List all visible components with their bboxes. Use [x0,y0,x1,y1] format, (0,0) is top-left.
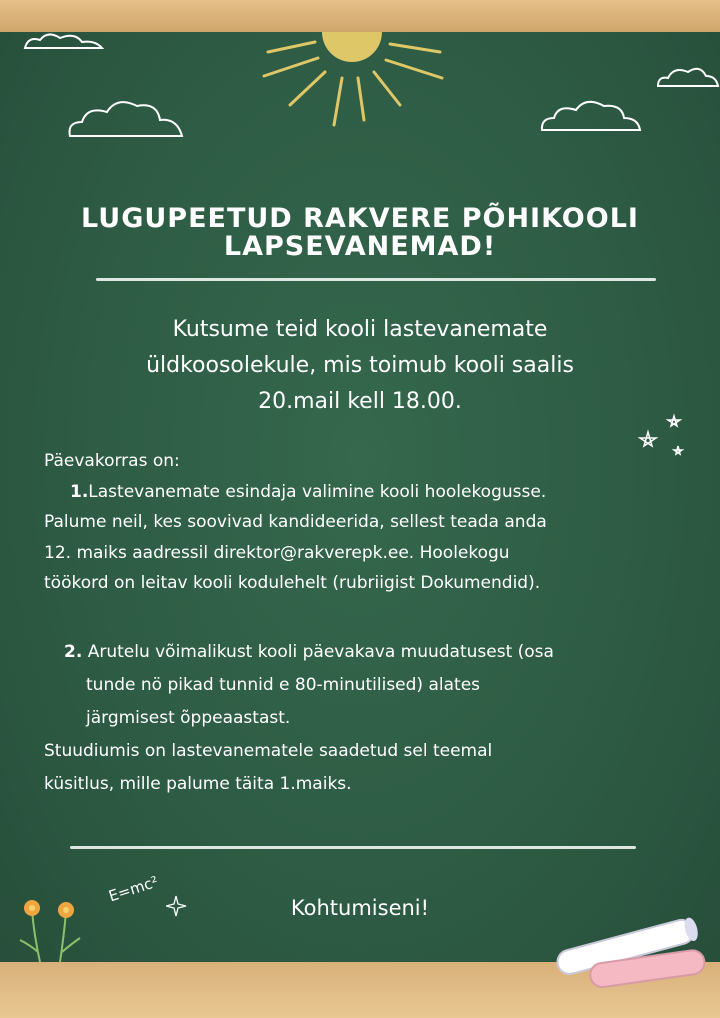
agenda-line: Arutelu võimalikust kooli päevakava muudatusest (osa [87,642,554,662]
closing-text: Kohtumiseni! [290,896,430,920]
cloud-icon [62,92,192,142]
cloud-icon [654,60,720,90]
agenda-heading: Päevakorras on: [44,451,180,471]
invitation-line: Kutsume teid kooli lastevanemate [172,317,548,342]
divider-line [70,846,636,849]
agenda-line: Lastevanemate esindaja valimine kooli hoolekogusse. [88,481,547,502]
note-line: küsitlus, mille palume täita 1.maiks. [44,774,352,794]
agenda-line: Palume neil, kes soovivad kandideerida, sellest teada anda [44,512,547,532]
sun-icon [250,30,450,140]
agenda-line: järgmisest õppeaastast. [86,708,291,728]
flowers-icon [10,890,100,962]
invitation-text [60,312,660,420]
agenda-item-2 [44,636,694,801]
agenda-line: töökord on leitav kooli kodulehelt (rubriigist Dokumendid). [44,573,541,593]
chalk-pieces-icon [545,905,715,995]
item-number: 2. [64,642,83,662]
cloud-icon [536,94,646,136]
wooden-frame-top [0,0,720,32]
agenda-item-1 [44,446,694,599]
invitation-line: üldkoosolekule, mis toimub kooli saalis [146,353,574,378]
agenda-line: tunde nö pikad tunnid e 80-minutilised) alates [86,675,481,695]
poster-title: LUGUPEETUD RAKVERE PÕHIKOOLI LAPSEVANEMAD! [81,203,639,262]
agenda-line: 12. maiks aadressil direktor@rakverepk.ee. Hoolekogu [44,542,510,563]
divider-line [96,278,656,281]
note-line: Stuudiumis on lastevanematele saadetud sel teemal [44,741,493,761]
invitation-line: 20.mail kell 18.00. [258,389,462,414]
cloud-icon [20,30,110,52]
formula-doodle: E=mc² [106,872,161,906]
item-number: 1. [70,481,89,502]
